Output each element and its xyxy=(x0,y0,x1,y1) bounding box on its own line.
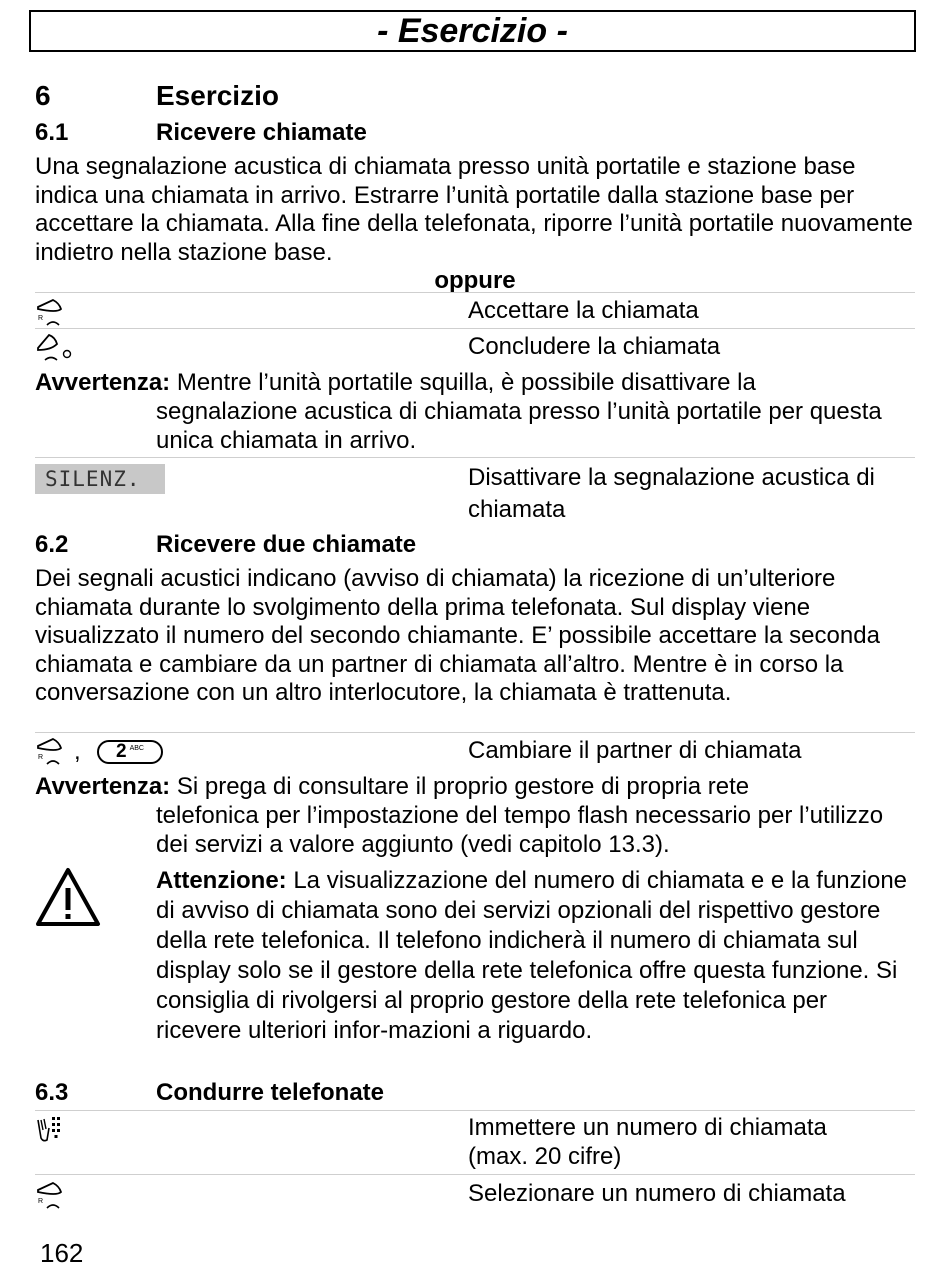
handset-end-icon xyxy=(35,332,75,362)
section-number: 6 xyxy=(35,80,51,111)
divider xyxy=(35,1110,915,1111)
note-6-2 xyxy=(35,772,915,859)
handset-talk-icon xyxy=(35,297,75,327)
display-softkey: SILENZ. xyxy=(35,464,165,494)
section-6-2-heading xyxy=(35,531,635,561)
dial-number-text: Selezionare un numero di chiamata xyxy=(468,1180,846,1207)
section-number: 6.2 xyxy=(35,531,69,558)
page-header xyxy=(29,10,916,52)
end-call-text: Concludere la chiamata xyxy=(468,333,721,360)
section-6-1-heading xyxy=(35,119,635,149)
note-first-line: Mentre l’unità portatile squilla, è possibile disattivare la xyxy=(176,369,756,396)
note-rest: telefonica per l’impostazione del tempo flash necessario per l’utilizzo dei servizi a valore aggiunto (vedi capitolo 13.3). xyxy=(156,802,884,858)
warning-box xyxy=(156,866,916,1046)
page-number: 162 xyxy=(40,1238,84,1268)
section-title: Ricevere due chiamate xyxy=(156,531,417,558)
divider xyxy=(35,328,915,329)
section-title: Condurre telefonate xyxy=(156,1079,385,1106)
divider xyxy=(35,457,915,458)
svg-text:R: R xyxy=(38,1198,44,1205)
mute-ringer-text: Disattivare la segnalazione acustica di chiamata xyxy=(468,464,875,523)
warning-text: La visualizzazione del numero di chiamata e e la funzione di avviso di chiamata sono dei servizi opzionali del rispettivo gestore della rete telefonica. Il telefono indicherà il numero di chiamata sul display solo se il gestore della rete telefonica offre questa funzione. Si consiglia di rivolgersi al proprio gestore della rete telefonica per ricevere ulteriori infor-mazioni a riguardo. xyxy=(156,867,908,1044)
note-rest: segnalazione acustica di chiamata presso l’unità portatile per questa unica chiamata in arrivo. xyxy=(156,398,882,454)
handset-talk-icon xyxy=(35,736,75,766)
svg-text:R: R xyxy=(38,315,44,322)
svg-text:R: R xyxy=(38,754,44,761)
section-6-1-body: Una segnalazione acustica di chiamata presso unità portatile e stazione base indica una chiamata in arrivo. Estrarre l’unità portatile dalla stazione base per accettare la chiamata. Alla fine della telefonata, riporre l’unità portatile nuovamente indietro nella stazione base. xyxy=(35,153,913,266)
note-label: Avvertenza: xyxy=(35,369,171,396)
header-title: - Esercizio - xyxy=(377,11,568,50)
warning-triangle-icon xyxy=(35,866,101,928)
accept-call-text: Accettare la chiamata xyxy=(468,297,699,324)
enter-number-text: Immettere un numero di chiamata (max. 20 cifre) xyxy=(468,1114,827,1170)
divider xyxy=(35,732,915,733)
note-first-line: Si prega di consultare il proprio gestore di propria rete xyxy=(176,773,750,800)
handset-talk-icon xyxy=(35,1180,75,1210)
section-number: 6.3 xyxy=(35,1079,69,1106)
keypad-dial-icon xyxy=(35,1114,65,1144)
oppure-label: oppure xyxy=(434,267,516,294)
key-2-icon xyxy=(97,740,163,764)
warning-label: Attenzione: xyxy=(156,867,287,894)
section-title: Ricevere chiamate xyxy=(156,119,367,146)
note-label: Avvertenza: xyxy=(35,773,171,800)
key-separator: , xyxy=(74,738,81,765)
divider xyxy=(35,1174,915,1175)
key-2-label: 2 xyxy=(116,741,127,762)
key-2-sublabel: ABC xyxy=(129,744,144,752)
section-number: 6.1 xyxy=(35,119,69,146)
section-6-3-heading xyxy=(35,1079,635,1109)
divider xyxy=(35,292,915,293)
swap-partner-text: Cambiare il partner di chiamata xyxy=(468,737,802,764)
section-title: Esercizio xyxy=(156,80,279,111)
note-6-1 xyxy=(35,368,915,455)
section-6-2-body: Dei segnali acustici indicano (avviso di chiamata) la ricezione di un’ulteriore chiamata durante lo svolgimento della prima telefonata. Sul display viene visualizzato il numero del secondo chiamante. E’ possibile accettare la seconda chiamata e cambiare da un partner di chiamata all’altro. Mentre è in corso la conversazione con un altro interlocutore, la chiamata è trattenuta. xyxy=(35,565,880,706)
